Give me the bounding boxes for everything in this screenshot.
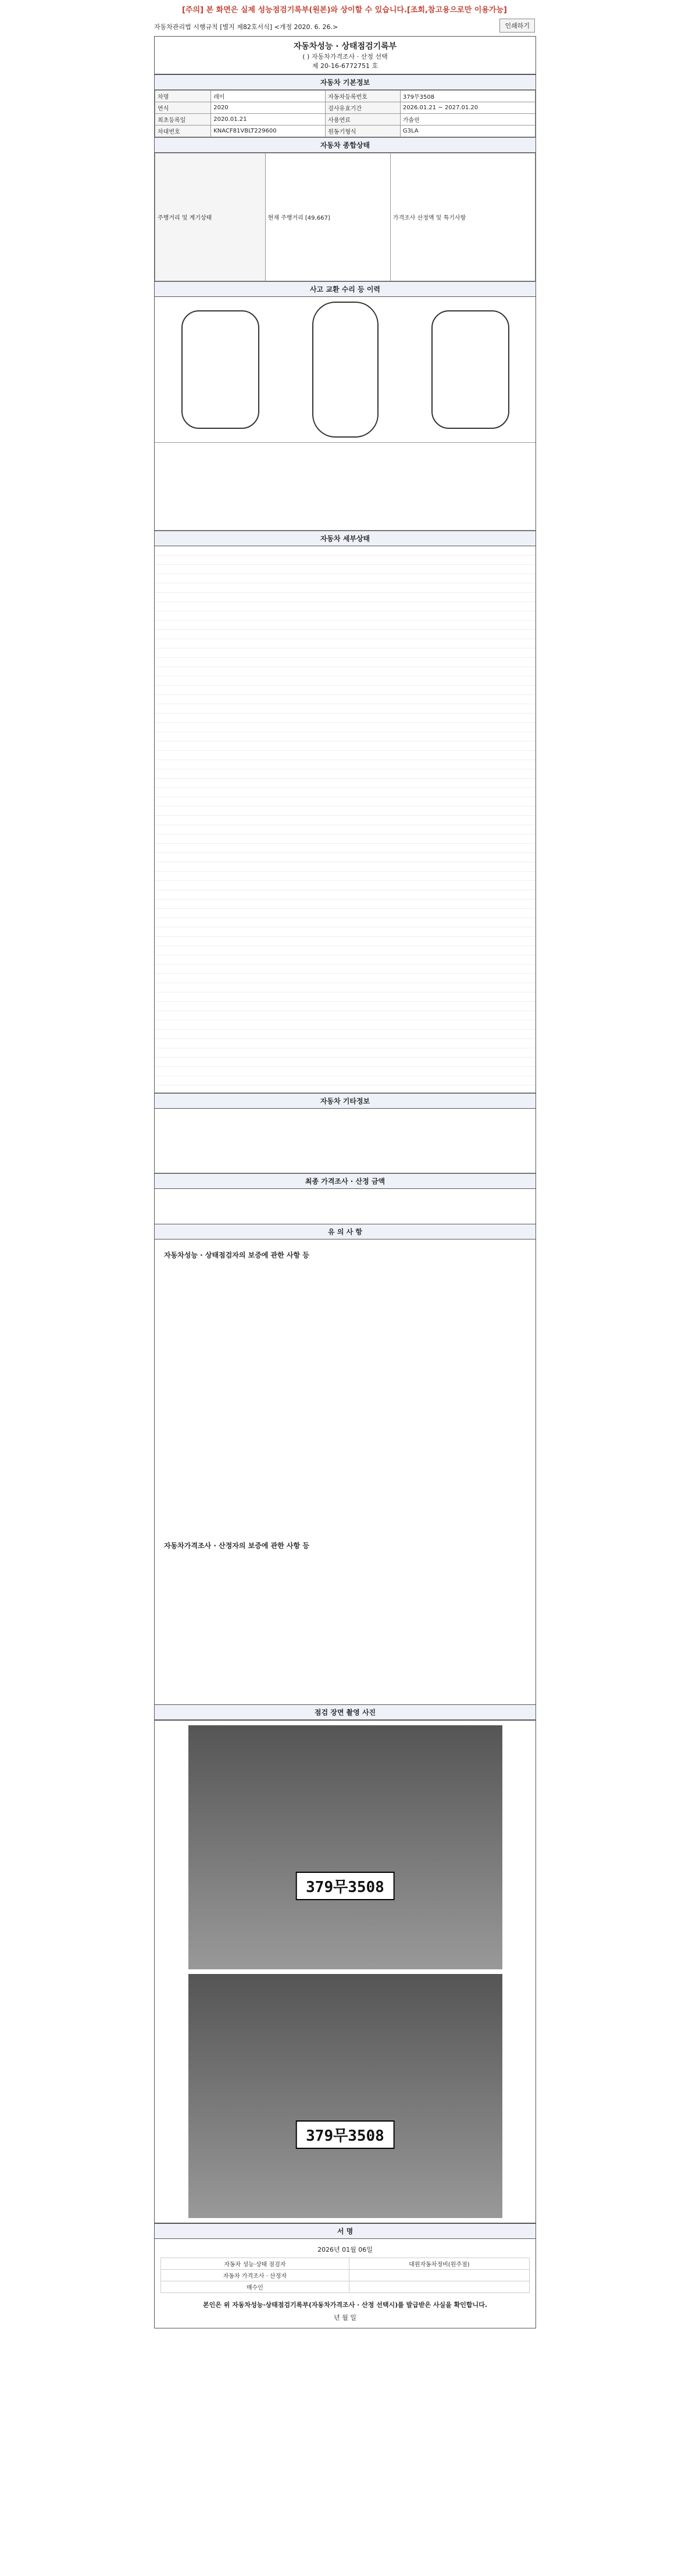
plate-text-rear: 379무3508 bbox=[295, 2120, 395, 2149]
title-box bbox=[155, 37, 536, 74]
value-pricer bbox=[349, 2270, 529, 2281]
sign-section bbox=[155, 2239, 536, 2328]
vehicle-info-header: 자동차 기본정보 bbox=[155, 74, 536, 90]
inspection-header: 자동차 종합상태 bbox=[155, 137, 536, 153]
label-buyer: 매수인 bbox=[161, 2281, 349, 2293]
label-valid: 검사유효기간 bbox=[326, 102, 401, 114]
detail-state-header: 자동차 세부상태 bbox=[155, 531, 536, 546]
value-year: 2020 bbox=[211, 102, 326, 114]
car-top-view-icon bbox=[312, 302, 379, 438]
vehicle-info-table bbox=[155, 90, 536, 137]
value-buyer bbox=[349, 2281, 529, 2293]
notes-section-2: 자동차가격조사 · 산정자의 보증에 관한 사항 등 bbox=[164, 1542, 309, 1550]
inspection-photo-front bbox=[188, 1725, 502, 1969]
detail-state-table bbox=[155, 546, 536, 1093]
sign-title: 서 명 bbox=[155, 2223, 536, 2239]
label-mileage: 주행거리 및 계기상태 bbox=[155, 153, 266, 281]
final-price-row: 최종 가격조사 · 산정 금액 bbox=[155, 1173, 536, 1189]
value-mileage: 현재 주행거리 [49,667] bbox=[265, 153, 390, 281]
label-vin: 차대번호 bbox=[155, 126, 211, 137]
value-name: 레이 bbox=[211, 91, 326, 102]
options-table bbox=[155, 1109, 536, 1173]
label-year: 연식 bbox=[155, 102, 211, 114]
record-sheet bbox=[154, 36, 536, 2328]
label-motor: 원동기형식 bbox=[326, 126, 401, 137]
sign-table bbox=[160, 2258, 530, 2293]
inspection-table bbox=[155, 153, 536, 281]
value-plate: 379무3508 bbox=[400, 91, 535, 102]
photo-section bbox=[155, 1720, 536, 2223]
law-reference: 자동차관리법 시행규칙 [별지 제82호서식] <개정 2020. 6. 26.> bbox=[154, 23, 338, 31]
page-subtitle: ( ) 자동차가격조사 · 산정 선택 bbox=[302, 53, 388, 60]
label-name: 차명 bbox=[155, 91, 211, 102]
price-column-header: 가격조사 산정액 및 특기사항 bbox=[390, 153, 535, 281]
label-first-reg: 최초등록일 bbox=[155, 114, 211, 126]
repair-history-header: 사고 교환 수리 등 이력 bbox=[155, 281, 536, 297]
notes-section-1: 자동차성능 · 상태점검자의 보증에 관한 사항 등 bbox=[164, 1251, 309, 1259]
car-right-side-icon bbox=[431, 310, 509, 429]
record-number: 제 20-16-6772751 호 bbox=[312, 62, 379, 70]
label-inspector: 자동차 성능·상태 점검자 bbox=[161, 2258, 349, 2270]
car-diagram bbox=[155, 297, 536, 443]
label-pricer: 자동차 가격조사 · 산정자 bbox=[161, 2270, 349, 2281]
sign-ymd: 년 월 일 bbox=[334, 2314, 356, 2321]
plate-text-front: 379무3508 bbox=[295, 1872, 395, 1900]
notes-section-2-body bbox=[164, 1553, 526, 1699]
page-title: 자동차성능 · 상태점검기록부 bbox=[293, 42, 397, 51]
photo-title: 점검 장면 촬영 사진 bbox=[155, 1704, 536, 1720]
notes-section-1-body bbox=[164, 1263, 526, 1536]
value-valid: 2026.01.21 ~ 2027.01.20 bbox=[400, 102, 535, 114]
value-inspector: 대원자동차정비(원주점) bbox=[349, 2258, 529, 2270]
sign-notice: 본인은 위 자동차성능·상태점검기록부(자동차가격조사 · 산정 선택시)를 발급받은 사실을 확인합니다. bbox=[203, 2301, 487, 2309]
warning-banner: [주의] 본 화면은 실제 성능점검기록부(원본)와 상이할 수 있습니다.[조회,참고용으로만 이용가능] bbox=[182, 6, 507, 15]
print-button[interactable]: 인쇄하기 bbox=[499, 19, 535, 33]
sign-date: 2026년 01월 06일 bbox=[317, 2246, 373, 2253]
inspection-photo-rear bbox=[188, 1974, 502, 2218]
value-vin: KNACF81VBLT229600 bbox=[211, 126, 326, 137]
notes-body bbox=[155, 1239, 536, 1704]
notes-title: 유 의 사 항 bbox=[155, 1224, 536, 1239]
car-left-side-icon bbox=[181, 310, 259, 429]
value-motor: G3LA bbox=[400, 126, 535, 137]
options-header: 자동차 기타정보 bbox=[155, 1093, 536, 1109]
value-fuel: 가솔린 bbox=[400, 114, 535, 126]
value-first-reg: 2020.01.21 bbox=[211, 114, 326, 126]
repair-detail-area bbox=[155, 443, 536, 531]
label-fuel: 사용연료 bbox=[326, 114, 401, 126]
doc-header bbox=[154, 17, 535, 34]
label-plate: 자동차등록번호 bbox=[326, 91, 401, 102]
